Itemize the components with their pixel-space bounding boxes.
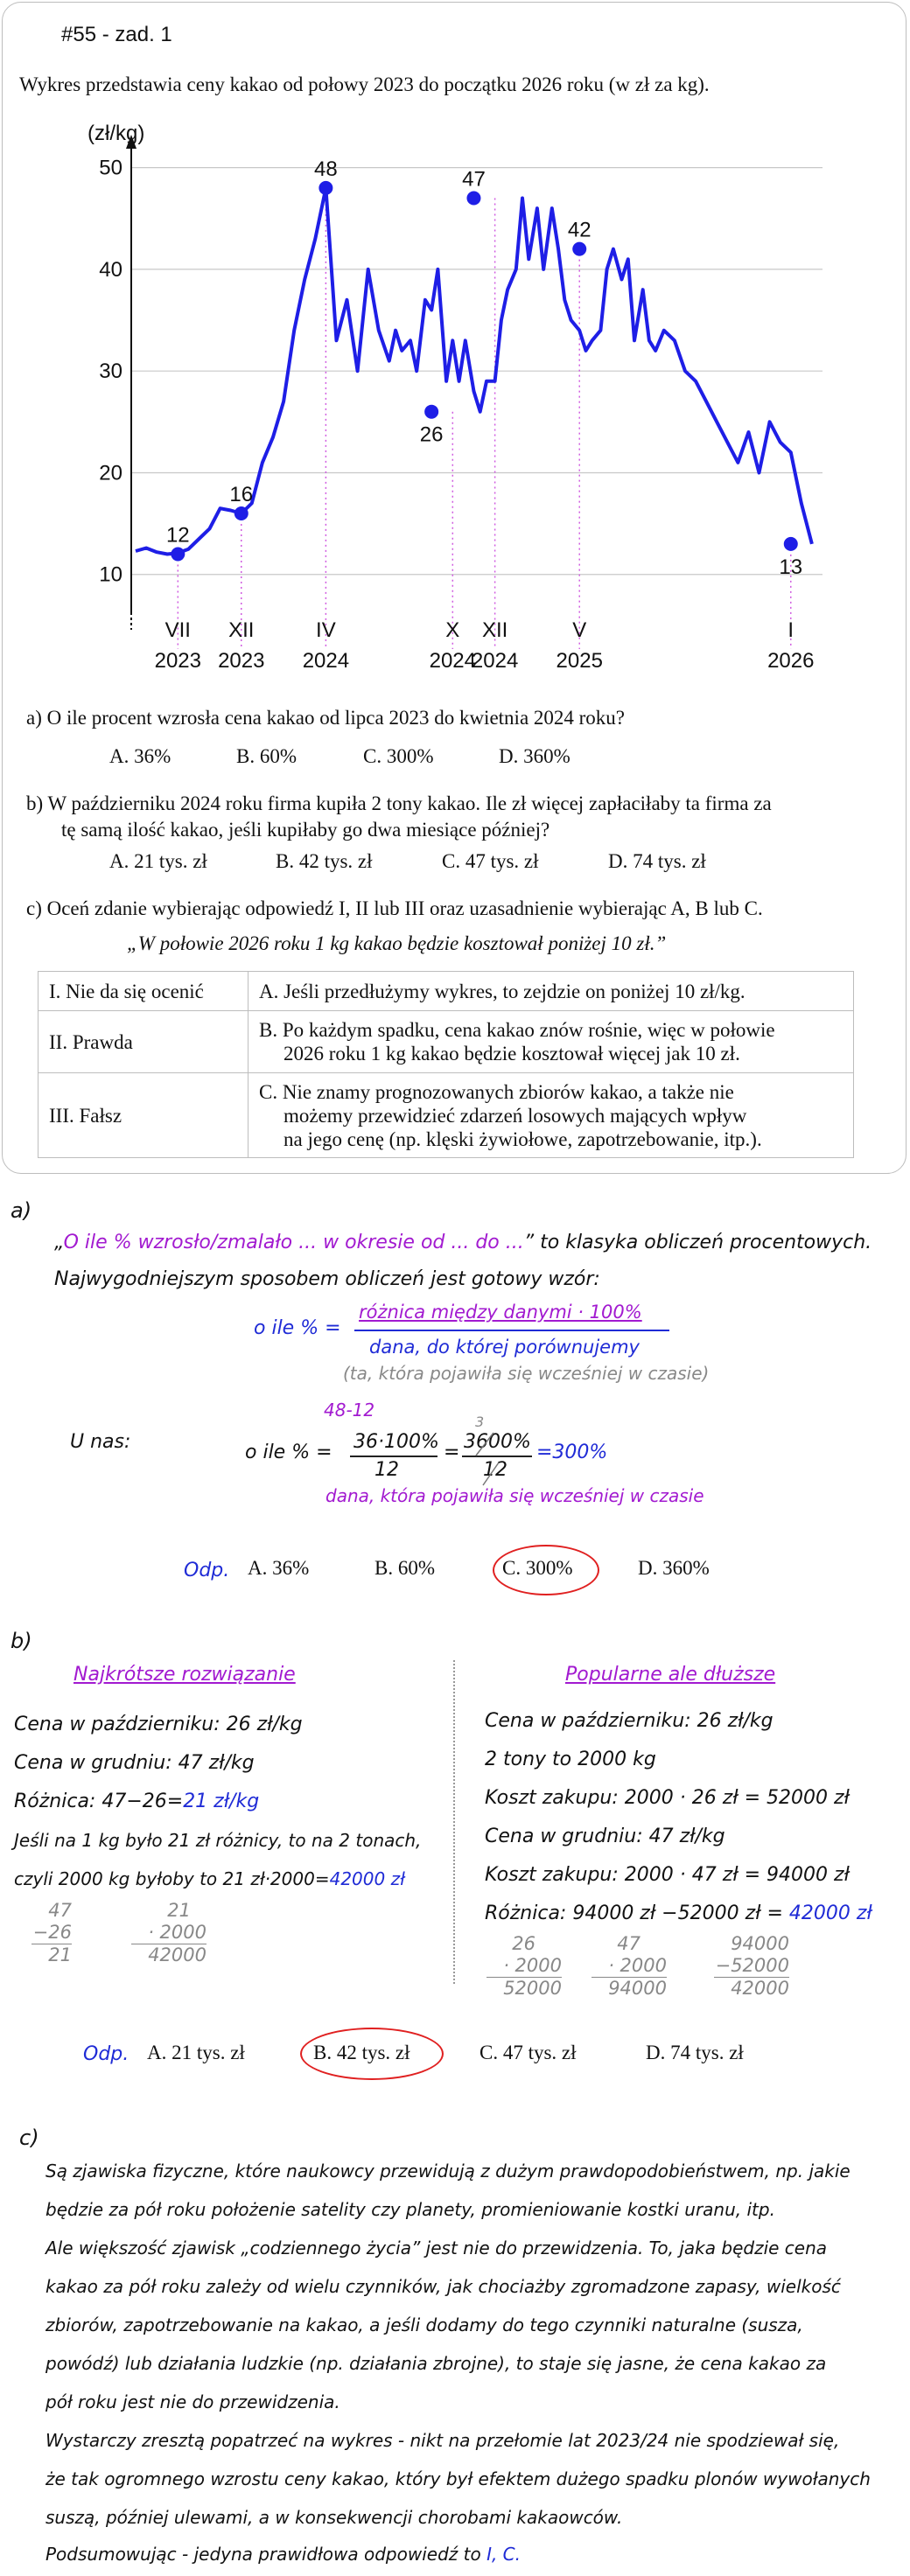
data-point (424, 405, 438, 419)
table-cell: C. Nie znamy prognozowanych zbiorów kakao, a także nie możemy przewidzieć zdarzeń losowych mających wpływ na jego cenę (np. klęski żywiołowe, zapotrzebowanie, itp.). (248, 1073, 854, 1158)
calc-equals: = (444, 1442, 460, 1463)
x-month-label: I (788, 618, 794, 642)
left-title: Najkrótsze rozwiązanie (74, 1664, 296, 1686)
fraction-bar (350, 1456, 438, 1457)
sa-option-a: A. 36% (248, 1557, 310, 1579)
x-month-label: IV (316, 618, 336, 642)
calc-left: o ile % = (245, 1442, 332, 1463)
sb-option-a: A. 21 tys. zł (147, 2042, 245, 2063)
x-month-label: VII (164, 618, 191, 642)
u-nas-label: U nas: (70, 1431, 131, 1453)
answer-a-odp: Odp. (184, 1560, 230, 1581)
calc-denominator: 12 (374, 1459, 399, 1481)
calc-denominator-2: 12 (483, 1459, 508, 1481)
sa-option-b: B. 60% (374, 1557, 435, 1579)
x-month-label: XII (228, 618, 255, 642)
solution-c-text: Są zjawiska fizyczne, które naukowcy przewidują z dużym prawdopodobieństwem, np. jakie będzie za pół roku położenie satelity czy planety, promieniowanie kostki uranu, itp. Ale większość zjawisk „codziennego życia” jest nie do przewidzenia. To, jaka będzie cena kakao za pół roku zależy od wielu czynników, jak chociażby zgromadzone zapasy, wielkość zbiorów, zapotrzebowanie na kakao, a jeśli dodamy do tego czynniki naturalne (susza, powódź) lub działania ludzkie (np. działania zbrojne), to staje się jasne, że cena kakao za pół roku jest nie do przewidzenia. Wystarczy zresztą popatrzeć na wykres - nikt na przełomie lat 2023/24 nie spodziewał się, że tak ogromnego wzrostu ceny kakao, który był efektem dużego spadku plonów wywołanych suszą, później ulewami, a w konsekwencji chorobami kakaowców. (46, 2161, 871, 2528)
table-cell: B. Po każdym spadku, cena kakao znów rośnie, więc w połowie 2026 roku 1 kg kakao będzie kosztował więcej jak 10 zł. (248, 1011, 854, 1073)
table-cell: I. Nie da się ocenić (38, 972, 248, 1011)
right-title: Popularne ale dłuższe (565, 1664, 776, 1686)
y-axis-label: (zł/kg) (88, 122, 145, 145)
right-solution: Cena w październiku: 26 zł/kg 2 tony to 2000 kg Koszt zakupu: 2000 · 26 zł = 52000 zł Cena w grudniu: 47 zł/kg Koszt zakupu: 2000 · 47 zł = 94000 zł Różnica: 94000 zł −52000 zł = 42000 zł (485, 1710, 872, 1924)
sb-option-c: C. 47 tys. zł (480, 2042, 577, 2063)
data-label: 48 (314, 157, 338, 181)
data-point (784, 537, 798, 551)
qb-option-c: C. 47 tys. zł (442, 850, 539, 872)
qa-option-b: B. 60% (236, 745, 297, 767)
calc-21-2000: 21 · 2000 42000 (131, 1900, 206, 1966)
task-number: #55 - zad. 1 (61, 23, 172, 46)
calc-result: =300% (536, 1442, 608, 1463)
qa-option-d: D. 360% (499, 745, 570, 767)
answer-b-odp: Odp. (83, 2043, 130, 2065)
data-point (466, 192, 480, 206)
question-c-quote: „W połowie 2026 roku 1 kg kakao będzie kosztował poniżej 10 zł.” (127, 932, 667, 954)
qb-option-d: D. 74 tys. zł (608, 850, 706, 872)
calc-94000-52000: 94000 −52000 42000 (715, 1933, 789, 1999)
formula-numerator: różnica między danymi · 100% (359, 1302, 642, 1323)
x-year-label: 2024 (471, 649, 519, 673)
calc-note: dana, która pojawiła się wcześniej w czasie (326, 1485, 704, 1506)
question-b-line2: tę samą ilość kakao, jeśli kupiłaby go dwa miesiące później? (61, 819, 550, 841)
table-cell: II. Prawda (38, 1011, 248, 1073)
answer-circle (493, 1545, 599, 1595)
data-point (171, 547, 185, 561)
answer-circle (300, 2028, 444, 2080)
data-label: 47 (462, 167, 486, 192)
calc-numerator-2: 3600% (464, 1431, 531, 1453)
evaluation-table (38, 971, 854, 1158)
qa-option-c: C. 300% (363, 745, 434, 767)
task-intro: Wykres przedstawia ceny kakao od połowy 2023 do początku 2026 roku (w zł za kg). (19, 73, 710, 95)
solution-a-label: a) (10, 1198, 32, 1223)
formula-note: (ta, która pojawiła się wcześniej w czasie) (343, 1363, 710, 1384)
qb-option-b: B. 42 tys. zł (276, 850, 373, 872)
solution-b-label: b) (10, 1629, 32, 1653)
sb-option-d: D. 74 tys. zł (646, 2042, 744, 2063)
data-label: 26 (419, 422, 444, 447)
data-label: 16 (229, 482, 254, 506)
question-a: a) O ile procent wzrosła cena kakao od lipca 2023 do kwietnia 2024 roku? (26, 707, 626, 729)
table-row (38, 1011, 854, 1073)
x-year-label: 2023 (218, 649, 265, 673)
x-year-label: 2025 (556, 649, 603, 673)
calc-26-2000: 26 · 2000 52000 (486, 1933, 562, 2000)
x-year-label: 2026 (767, 649, 815, 673)
x-year-label: 2024 (429, 649, 477, 673)
x-year-label: 2023 (154, 649, 202, 673)
formula-left: o ile % = (254, 1317, 341, 1339)
data-label: 42 (567, 218, 592, 242)
y-tick-label: 10 (99, 562, 122, 587)
x-year-label: 2024 (302, 649, 350, 673)
data-label: 13 (779, 555, 803, 579)
x-month-label: XII (481, 618, 508, 642)
formula-denominator: dana, do której porównujemy (369, 1337, 640, 1358)
x-month-label: V (572, 618, 587, 642)
data-label: 12 (165, 523, 190, 548)
qa-option-a: A. 36% (109, 745, 172, 767)
price-chart (0, 105, 910, 682)
calc-47-26: 47 −26 21 (32, 1900, 72, 1965)
calc-cancel-small: 3 (475, 1414, 485, 1430)
calc-47-2000: 47 · 2000 94000 (592, 1933, 667, 2000)
y-tick-label: 50 (99, 156, 122, 180)
table-row (38, 1073, 854, 1158)
y-tick-label: 40 (99, 257, 122, 282)
sb-option-b: B. 42 tys. zł (313, 2042, 410, 2063)
solution-c-label: c) (19, 2126, 39, 2150)
table-row (38, 972, 854, 1011)
sa-option-d: D. 360% (638, 1557, 710, 1579)
solution-c-summary: Podsumowując - jedyna prawidłowa odpowiedź to I, C. (46, 2544, 521, 2565)
data-point (318, 181, 332, 195)
table-cell: III. Fałsz (38, 1073, 248, 1158)
solution-a-line1: „O ile % wzrosło/zmalało ... w okresie od ... do ...” to klasyka obliczeń procentowych. (54, 1232, 872, 1253)
data-point (572, 242, 586, 256)
question-c: c) Oceń zdanie wybierając odpowiedź I, II lub III oraz uzasadnienie wybierając A, B lub C. (26, 897, 763, 919)
data-point (234, 506, 248, 520)
y-tick-label: 20 (99, 461, 122, 485)
left-solution: Cena w październiku: 26 zł/kg Cena w grudniu: 47 zł/kg Różnica: 47−26=21 zł/kg Jeśli na 1 kg było 21 zł różnicy, to na 2 tonach, czyli 2000 kg byłoby to 21 zł·2000=42000 zł (14, 1714, 422, 1889)
column-divider (453, 1660, 455, 1984)
calc-subtraction: 48-12 (324, 1400, 375, 1421)
question-b-line1: b) W październiku 2024 roku firma kupiła 2 tony kakao. Ile zł więcej zapłaciłaby ta firma za (26, 792, 772, 814)
qb-option-a: A. 21 tys. zł (109, 850, 207, 872)
x-month-label: X (445, 618, 460, 642)
calc-numerator: 36·100% (354, 1431, 439, 1453)
sa-option-c: C. 300% (502, 1557, 573, 1579)
y-tick-label: 30 (99, 360, 122, 384)
table-cell: A. Jeśli przedłużymy wykres, to zejdzie on poniżej 10 zł/kg. (248, 972, 854, 1011)
fraction-bar (354, 1330, 669, 1331)
solution-a-line2: Najwygodniejszym sposobem obliczeń jest gotowy wzór: (54, 1268, 600, 1290)
